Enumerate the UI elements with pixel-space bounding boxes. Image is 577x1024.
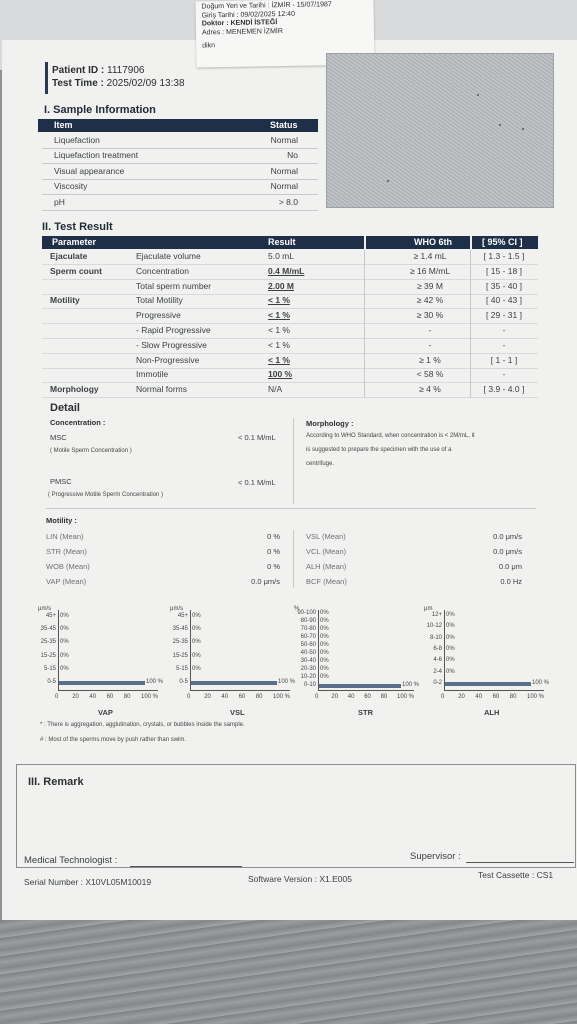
motility-label: BCF (Mean) xyxy=(306,577,347,586)
result-who: ≥ 30 % xyxy=(416,310,444,321)
result-value: < 1 % xyxy=(268,295,290,306)
chart-tick-label: 15-25 xyxy=(172,652,188,659)
row-divider xyxy=(42,382,538,383)
chart-data-label: 0% xyxy=(320,634,329,640)
serial-number: Serial Number : X10VL05M10019 xyxy=(24,877,152,887)
chart-data-label: 0% xyxy=(446,623,455,630)
result-value: 2.00 M xyxy=(268,280,294,291)
result-who: ≥ 4 % xyxy=(419,384,441,395)
technologist-signature-line xyxy=(130,866,242,867)
chart-title: ALH xyxy=(484,708,500,717)
chart-data-label: 0% xyxy=(320,674,329,680)
chart-x-tick: 100 % xyxy=(273,694,291,700)
result-who: ≥ 16 M/mL xyxy=(409,265,451,276)
sample-table-header xyxy=(38,119,318,132)
morph-note-line: According to WHO Standard, when concentration is < 2M/mL, it xyxy=(306,433,475,439)
chart-x-tick: 0 xyxy=(187,694,191,700)
motility-label: LIN (Mean) xyxy=(46,532,84,541)
result-who: ≥ 1.4 mL xyxy=(413,251,447,261)
chart-tick-label: 15-25 xyxy=(40,652,56,659)
morph-note-line: centrifuge. xyxy=(306,461,335,467)
chart-x-tick: 60 xyxy=(106,694,114,700)
chart-x-axis xyxy=(444,690,544,691)
detail-divider xyxy=(293,530,294,588)
chart-tick-label: 40-50 xyxy=(300,650,316,656)
software-version: Software Version : X1.E005 xyxy=(248,874,352,884)
result-group: Ejaculate xyxy=(50,251,88,261)
sticker-line: Adres : MENEMEN İZMİR xyxy=(201,27,283,36)
chart-x-tick: 60 xyxy=(492,694,500,700)
test-time-line xyxy=(52,78,185,89)
chart-tick-label: 0-2 xyxy=(433,680,442,687)
result-who: - xyxy=(428,325,432,335)
row-divider xyxy=(42,338,538,339)
result-group: Sperm count xyxy=(50,265,102,276)
row-divider xyxy=(42,163,318,164)
motility-label: WOB (Mean) xyxy=(46,562,90,571)
msc-sub: ( Motile Sperm Concentration ) xyxy=(50,448,132,454)
background-bottom xyxy=(0,920,577,1024)
motility-value: 0.0 Hz xyxy=(500,577,522,586)
chart-title: VAP xyxy=(98,708,113,717)
sample-status: Normal xyxy=(270,135,298,145)
chart-tick-label: 0-5 xyxy=(179,679,188,686)
chart-x-tick: 40 xyxy=(475,694,483,700)
chart-bar xyxy=(445,682,531,686)
sample-status: > 8.0 xyxy=(278,196,298,207)
chart-data-label: 0% xyxy=(320,626,329,632)
sticker-line: Doğum Yeri ve Tarihi : İZMİR - 15/07/1987 xyxy=(201,1,332,11)
chart-x-axis xyxy=(190,690,290,691)
chart-x-tick: 100 % xyxy=(141,694,159,700)
chart-x-tick: 60 xyxy=(238,694,246,700)
sample-status: Normal xyxy=(270,181,298,192)
motility-label: VAP (Mean) xyxy=(46,577,87,586)
chart-tick-label: 20-30 xyxy=(300,666,316,672)
chart-ylabel: μm/s xyxy=(38,606,52,612)
chart-data-label: 100 % xyxy=(146,679,164,686)
sample-item: pH xyxy=(54,196,65,207)
chart-y-axis xyxy=(318,610,319,690)
chart-x-tick: 0 xyxy=(441,694,445,700)
chart-tick-label: 0-5 xyxy=(47,679,56,686)
chart-title: STR xyxy=(358,708,373,717)
result-ci: [ 15 - 18 ] xyxy=(486,265,522,276)
result-value: 5.0 mL xyxy=(268,251,294,261)
supervisor-signature-line xyxy=(466,862,574,863)
chart-y-axis xyxy=(190,610,191,690)
chart-tick-label: 45+ xyxy=(45,612,56,619)
motility-label: STR (Mean) xyxy=(46,547,87,556)
chart-data-label: 0% xyxy=(192,612,201,619)
row-divider xyxy=(42,148,318,149)
sample-item: Visual appearance xyxy=(54,165,125,176)
morph-note-line: is suggested to prepare the specimen with the use of a xyxy=(306,447,452,453)
chart-tick-label: 2-4 xyxy=(433,668,442,675)
chart-data-label: 0% xyxy=(60,652,69,659)
result-group: Morphology xyxy=(50,384,99,395)
test-time-label: Test Time : xyxy=(52,78,104,89)
chart-bar xyxy=(191,681,277,685)
result-ci: - xyxy=(502,369,506,380)
chart-x-tick: 100 % xyxy=(527,694,545,700)
chart-tick-label: 4-6 xyxy=(433,657,442,664)
chart-data-label: 0% xyxy=(446,611,455,618)
chart-x-tick: 80 xyxy=(509,694,517,700)
sample-item: Liquefaction treatment xyxy=(54,150,139,161)
pmsc-label: PMSC xyxy=(50,477,72,486)
note-aggregation: * : There is aggregation, agglutination, crystals, or bubbles inside the sample. xyxy=(40,722,245,728)
motility-value: 0 % xyxy=(267,532,280,541)
sample-info-title: I. Sample Information xyxy=(44,104,156,116)
chart-data-label: 0% xyxy=(192,652,201,659)
result-value: < 1 % xyxy=(268,339,290,350)
chart-tick-label: 5-15 xyxy=(43,666,56,672)
msc-label: MSC xyxy=(50,433,67,442)
col-parameter: Parameter xyxy=(52,237,97,247)
chart-data-label: 100 % xyxy=(532,680,550,687)
result-ci: [ 40 - 43 ] xyxy=(486,295,522,306)
chart-tick-label: 30-40 xyxy=(300,658,316,664)
result-parameter: Immotile xyxy=(136,369,169,380)
chart-data-label: 0% xyxy=(60,666,69,672)
test-result-title: II. Test Result xyxy=(42,221,113,233)
result-who: ≥ 39 M xyxy=(417,280,443,291)
col-status: Status xyxy=(270,120,298,130)
supervisor-label: Supervisor : xyxy=(410,851,461,862)
chart-tick-label: 60-70 xyxy=(300,634,316,640)
chart-tick-label: 25-35 xyxy=(40,639,56,646)
motility-value: 0.0 μm/s xyxy=(493,547,522,556)
motility-label: VSL (Mean) xyxy=(306,532,346,541)
chart-ylabel: μm/s xyxy=(170,606,184,612)
chart-bar xyxy=(319,684,401,688)
chart-ylabel: % xyxy=(294,606,300,612)
row-divider xyxy=(42,397,538,398)
result-ci: - xyxy=(502,325,506,335)
remark-box xyxy=(16,764,576,868)
chart-x-tick: 60 xyxy=(364,694,371,700)
chart-data-label: 0% xyxy=(320,610,329,616)
sample-status: Normal xyxy=(270,165,298,176)
chart-title: VSL xyxy=(230,708,245,717)
row-divider xyxy=(42,323,538,324)
header-accent xyxy=(45,62,48,94)
chart-tick-label: 90-100 xyxy=(297,610,316,616)
col-item: Item xyxy=(54,120,73,130)
motility-label: ALH (Mean) xyxy=(306,562,347,571)
col-who: WHO 6th xyxy=(414,237,452,247)
chart-data-label: 0% xyxy=(446,657,455,664)
result-who: - xyxy=(428,339,432,350)
column-divider xyxy=(364,250,365,398)
chart-x-axis xyxy=(58,690,158,691)
sample-item: Viscosity xyxy=(54,181,88,192)
result-parameter: Progressive xyxy=(136,310,181,321)
result-who: ≥ 42 % xyxy=(416,295,444,306)
chart-data-label: 0% xyxy=(446,668,455,675)
result-parameter: Concentration xyxy=(136,265,189,276)
result-ci: - xyxy=(502,339,506,350)
chart-data-label: 0% xyxy=(320,658,329,664)
chart-data-label: 0% xyxy=(320,666,329,672)
chart-x-tick: 80 xyxy=(255,694,263,700)
row-divider xyxy=(42,294,538,295)
remark-title: III. Remark xyxy=(28,776,84,788)
chart-x-tick: 100 % xyxy=(397,694,415,700)
result-group: Motility xyxy=(50,295,80,306)
chart-data-label: 0% xyxy=(60,639,69,646)
chart-x-tick: 80 xyxy=(123,694,131,700)
column-divider xyxy=(470,250,471,398)
chart-bar xyxy=(59,681,145,685)
sample-status: No xyxy=(287,150,298,161)
chart-tick-label: 8-10 xyxy=(429,634,442,641)
chart-x-tick: 80 xyxy=(380,694,388,700)
chart-data-label: 0% xyxy=(192,626,201,632)
test-time-value: 2025/02/09 13:38 xyxy=(106,78,185,89)
chart-y-axis xyxy=(444,610,445,690)
chart-tick-label: 12+ xyxy=(431,611,442,618)
sticker-line: dikn xyxy=(202,42,216,50)
chart-tick-label: 35-45 xyxy=(172,626,188,632)
chart-x-tick: 20 xyxy=(458,694,465,700)
chart-data-label: 0% xyxy=(192,666,201,672)
chart-ylabel: μm xyxy=(424,606,433,612)
result-ci: [ 35 - 40 ] xyxy=(486,280,522,291)
result-parameter: - Rapid Progressive xyxy=(136,325,211,335)
sticker-line: Giriş Tarihi : 09/02/2025 12:40 xyxy=(201,10,295,19)
technologist-label: Medical Technologist : xyxy=(24,855,118,866)
sticker-line: Doktor : KENDİ İSTEĞİ xyxy=(201,19,278,28)
pmsc-sub: ( Progressive Motile Sperm Concentration ) xyxy=(48,492,164,498)
chart-x-tick: 40 xyxy=(89,694,97,700)
chart-data-label: 0% xyxy=(320,618,329,624)
result-who: < 58 % xyxy=(416,369,444,380)
col-result: Result xyxy=(268,237,296,247)
chart-tick-label: 10-12 xyxy=(426,623,442,630)
col-ci: [ 95% CI ] xyxy=(482,237,523,247)
chart-tick-label: 10-20 xyxy=(300,674,316,680)
chart-tick-label: 50-60 xyxy=(300,642,316,648)
msc-value: < 0.1 M/mL xyxy=(238,433,276,442)
motility-value: 0 % xyxy=(267,547,280,556)
chart-y-axis xyxy=(58,610,59,690)
row-divider xyxy=(42,179,318,180)
concentration-title: Concentration : xyxy=(50,418,106,427)
chart-tick-label: 45+ xyxy=(177,612,188,619)
chart-data-label: 0% xyxy=(320,650,329,656)
motility-value: 0.0 μm xyxy=(498,562,522,571)
result-ci: [ 1.3 - 1.5 ] xyxy=(483,251,525,261)
result-parameter: - Slow Progressive xyxy=(136,339,207,350)
patient-id-line xyxy=(52,65,144,76)
result-parameter: Ejaculate volume xyxy=(136,251,201,261)
chart-x-tick: 20 xyxy=(72,694,79,700)
result-ci: [ 3.9 - 4.0 ] xyxy=(483,384,525,395)
result-value: 100 % xyxy=(268,369,293,380)
row-divider xyxy=(42,194,318,195)
result-value: N/A xyxy=(268,384,283,395)
chart-x-tick: 20 xyxy=(204,694,211,700)
chart-data-label: 100 % xyxy=(402,682,420,688)
chart-tick-label: 0-10 xyxy=(303,682,316,688)
chart-x-tick: 0 xyxy=(55,694,59,700)
sample-microscope-image xyxy=(326,53,554,208)
result-parameter: Non-Progressive xyxy=(136,354,200,365)
divider xyxy=(46,508,536,509)
chart-data-label: 0% xyxy=(60,626,69,632)
result-parameter: Total sperm number xyxy=(136,280,212,291)
chart-x-tick: 40 xyxy=(221,694,229,700)
header-divider xyxy=(364,236,366,249)
chart-x-axis xyxy=(318,690,414,691)
chart-data-label: 0% xyxy=(60,612,69,619)
result-ci: [ 1 - 1 ] xyxy=(490,354,518,365)
row-divider xyxy=(42,210,318,211)
chart-tick-label: 25-35 xyxy=(172,639,188,646)
motility-value: 0.0 μm/s xyxy=(493,532,522,541)
patient-id-value: 1117906 xyxy=(107,65,145,76)
chart-data-label: 0% xyxy=(320,642,329,648)
morphology-title: Morphology : xyxy=(306,419,354,428)
motility-label: VCL (Mean) xyxy=(306,547,347,556)
detail-divider xyxy=(293,418,294,504)
motility-title: Motility : xyxy=(46,516,77,525)
chart-tick-label: 70-80 xyxy=(300,626,316,632)
sample-item: Liquefaction xyxy=(54,135,100,145)
chart-data-label: 100 % xyxy=(278,679,296,686)
patient-id-label: Patient ID : xyxy=(52,65,105,76)
result-ci: [ 29 - 31 ] xyxy=(486,310,522,321)
result-who: ≥ 1 % xyxy=(419,354,441,365)
result-value: < 1 % xyxy=(268,354,290,365)
result-table-header xyxy=(42,236,538,249)
chart-x-tick: 40 xyxy=(347,694,355,700)
test-cassette: Test Cassette : CS1 xyxy=(478,870,554,880)
chart-tick-label: 35-45 xyxy=(40,626,56,632)
chart-x-tick: 0 xyxy=(315,694,319,700)
chart-data-label: 0% xyxy=(446,634,455,641)
note-push: # : Most of the sperms move by push rather than swim. xyxy=(40,737,187,743)
result-value: < 1 % xyxy=(268,310,290,321)
detail-title: Detail xyxy=(50,402,80,414)
motility-value: 0.0 μm/s xyxy=(251,577,280,586)
chart-tick-label: 6-8 xyxy=(433,646,442,652)
row-divider xyxy=(42,308,538,309)
chart-data-label: 0% xyxy=(192,639,201,646)
motility-value: 0 % xyxy=(267,562,280,571)
chart-data-label: 0% xyxy=(446,646,455,652)
chart-x-tick: 20 xyxy=(331,694,339,700)
result-value: 0.4 M/mL xyxy=(268,265,305,276)
pmsc-value: < 0.1 M/mL xyxy=(238,478,276,487)
result-parameter: Total Motility xyxy=(136,295,183,306)
chart-tick-label: 80-90 xyxy=(300,618,316,624)
result-value: < 1 % xyxy=(268,325,290,335)
chart-tick-label: 5-15 xyxy=(175,666,188,672)
row-divider xyxy=(42,353,538,354)
result-parameter: Normal forms xyxy=(136,384,188,395)
header-divider xyxy=(470,236,472,249)
